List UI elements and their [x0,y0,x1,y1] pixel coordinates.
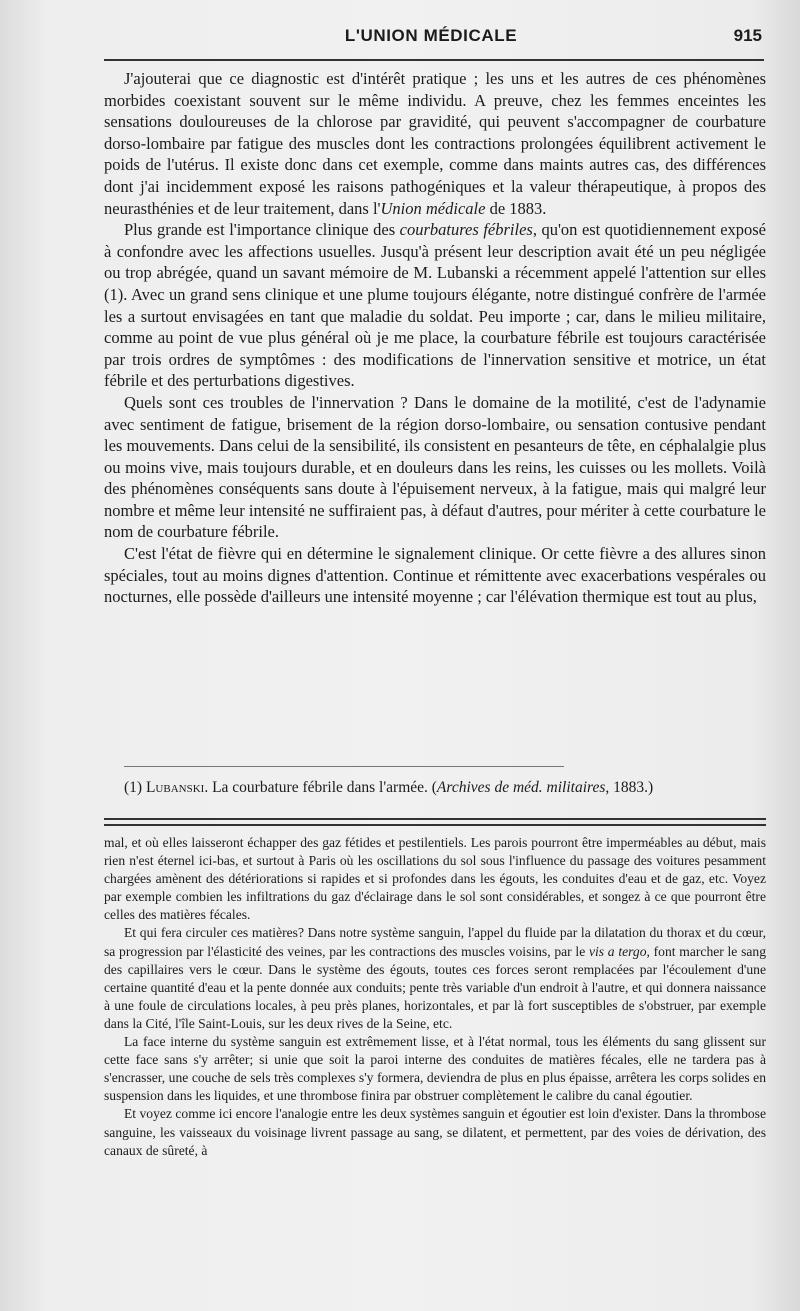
main-paragraph-4: C'est l'état de fièvre qui en détermine le signalement clinique. Or cette fièvre a des allures sinon spéciales, tout au moins dignes d'attention. Continue et rémittente avec exacerbations vespérales ou nocturnes, elle possède d'ailleurs une intensité moyenne ; car l'élévation thermique est tout au plus, [104,544,766,607]
latin-phrase-italic: vis a tergo [588,943,647,959]
footnote: (1) Lubanski. La courbature fébrile dans l'armée. (Archives de méd. militaires, 1883.) [124,779,654,796]
lower-article-body [104,834,766,1160]
page-header [96,26,766,54]
lower-paragraph-3: La face interne du système sanguin est extrêmement lisse, et à l'état normal, tous les éléments du sang glissent sur cette face sans s'y arrêter; si unie que soit la paroi interne des conduites de matières fécales, elle ne tardera pas à s'encrasser, une couche de sels très complexes s'y formera, deviendra de plus en plus épaisse, arrêtera les corps solides en suspension dans les liquides, et une thrombose finira par obstruer complètement le calibre du canal égoutier. [104,1034,766,1104]
running-head-title: L'UNION MÉDICALE [344,26,518,45]
lower-paragraph-2: Et qui fera circuler ces matières? Dans notre système sanguin, l'appel du fluide par la dilatation du thorax et du cœur, sa progression par l'élasticité des veines, par les contractions des muscles voisins, par le vis a tergo, font marcher le sang des capillaires vers le cœur. Dans le système des égouts, toutes ces forces seront remplacées par l'écoulement d'une certaine quantité d'eau et la pente donnée aux conduits; pente très variable d'un endroit à l'autre, et qui donnera naissance à une foule de circulations locales, à peu près planes, horizontales, et par là fort susceptibles de s'obstruer, par exemple dans la Cité, l'île Saint-Louis, sur les deux rives de la Seine, etc. [104,925,766,1031]
footnote-author: Lubanski. [145,779,209,796]
main-paragraph-3: Quels sont ces troubles de l'innervation ? Dans le domaine de la motilité, c'est de l'adynamie avec sentiment de fatigue, brisement de la région dorso-lombaire, ou sensation contusive pendant les mouvements. Dans celui de la sensibilité, ils consistent en pesanteurs de tête, en céphalalgie plus ou moins vive, mais toujours durable, et en douleurs dans les reins, les cuisses ou les mollets. Voilà des phénomènes conséquents sans doute à l'épuisement nerveux, à la fatigue, mais qui malgré leur nombre et même leur intensité ne suffiraient pas, à défaut d'autres, pour mériter à cette courbature le nom de courbature fébrile. [104,392,766,542]
header-rule [104,59,764,61]
page-number: 915 [733,26,762,45]
term-italic: courbatures fébriles [399,220,533,240]
section-divider-bottom [104,824,766,826]
main-paragraph-1: J'ajouterai que ce diagnostic est d'intérêt pratique ; les uns et les autres de ces phénomènes morbides coexistant souvent sur le même individu. A preuve, chez les femmes enceintes les sensations douloureuses de la chlorose par gravidité, qui peuvent s'accompagner de courbature dorso-lombaire par fatigue des muscles dont les contractions prolongées équilibrent activement le poids de l'utérus. Il existe donc dans cet exemple, comme dans maints autres cas, des différences dont j'ai incidemment exposé les raisons pathogéniques et la valeur thérapeutique, à propos des neurasthénies et de leur traitement, dans l'Union médicale de 1883. [104,69,766,218]
footnote-journal: Archives de méd. militaires [436,779,606,796]
main-article-body [104,68,766,608]
main-paragraph-2: Plus grande est l'importance clinique des courbatures fébriles, qu'on est quotidiennement exposé à confondre avec les affections usuelles. Jusqu'à présent leur description avait été un peu négligée ou trop abrégée, quand un savant mémoire de M. Lubanski a récemment appelé l'attention sur elles (1). Avec un grand sens clinique et une plume toujours élégante, notre distingué confrère de l'armée les a surtout envisagées en tant que maladie du soldat. Peu importe ; car, dans le milieu militaire, comme au point de vue plus général où je me place, la courbature fébrile est toujours caractérisée par trois ordres de symptômes : des modifications de l'innervation sensitive et motrice, un état fébrile et des perturbations digestives. [104,220,767,391]
section-divider-top [104,818,766,820]
lower-paragraph-4: Et voyez comme ici encore l'analogie entre les deux systèmes sanguin et égoutier est loin d'exister. Dans la thrombose sanguine, les vaisseaux du voisinage livrent passage au sang, se dilatent, et permettent, par des voies de dérivation, des canaux de sûreté, à [104,1106,766,1158]
footnote-rule [124,766,564,767]
lower-paragraph-1: mal, et où elles laisseront échapper des gaz fétides et pestilentiels. Les parois pourront être imperméables au début, mais rien n'est éternel ici-bas, et surtout à Paris où les oscillations du sol sous l'influence du passage des voitures pesamment chargées amènent des détériorations si rapides et si profondes dans les égouts, les conduites d'eau et de gaz, etc. Voyez par exemple combien les infiltrations du gaz d'éclairage dans le sol sont considérables, et songez à ce que pourront être celles des matières fécales. [104,835,766,923]
journal-title-italic: Union médicale [380,198,486,218]
